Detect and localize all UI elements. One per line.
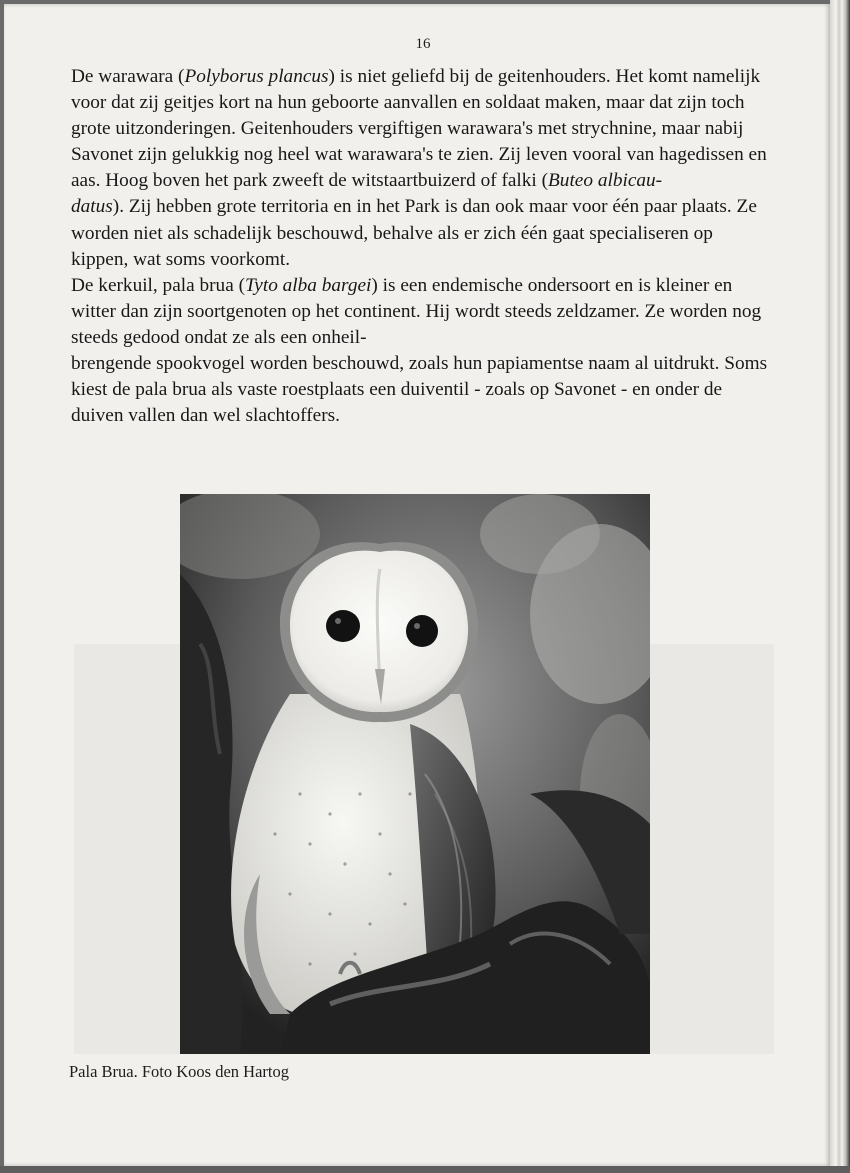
species-name: Polyborus plancus: [184, 66, 329, 87]
paragraph-warawara: De warawara (Polyborus plancus) is niet geliefd bij de geitenhouders. Het komt namelijk voor dat zij geitjes kort na hun geboorte aanvallen en soldaat maken, maar dat zijn toch grote uitzonderingen. Geitenhouders vergiftigen warawara's met strychnine, maar nabij Savonet zijn gelukkig nog heel wat warawara's te zien. Zij leven vooral van hagedissen en aas. Hoog boven het park zweeft de witstaartbuizerd of falki (Buteo albicau- datus). Zij hebben grote territoria en in het Park is dan ook maar voor één paar plaats. Ze worden niet als schadelijk beschouwd, behalve als er zich één gaat specialiseren op kippen, wat soms voorkomt.: [71, 66, 767, 270]
photo-caption: Pala Brua. Foto Koos den Hartog: [69, 1062, 289, 1081]
document-page: [4, 4, 830, 1166]
body-text: [71, 64, 771, 429]
species-name: datus: [71, 196, 113, 218]
page-number: 16: [415, 36, 431, 52]
owl-photo: [180, 494, 650, 1054]
barn-owl-icon: [180, 494, 650, 1054]
species-name: Tyto alba bargei: [245, 274, 372, 296]
paragraph-kerkuil: De kerkuil, pala brua (Tyto alba bargei) is een endemische ondersoort en is kleiner en witter dan zijn soortgenoten op het continent. Hij wordt steeds zeldzamer. Ze worden nog steeds gedood ondat ze als een onheil- brengende spookvogel worden beschouwd, zoals hun papiamentse naam al uitdrukt. Soms kiest de pala brua als vaste roestplaats een duiventil - zoals op Savonet - en onder de duiven vallen dan wel slachtoffers.: [71, 274, 768, 427]
book-page-edge: [830, 0, 850, 1173]
scan-bottom-border: [0, 1166, 850, 1173]
species-name: Buteo albicau-: [548, 170, 663, 192]
